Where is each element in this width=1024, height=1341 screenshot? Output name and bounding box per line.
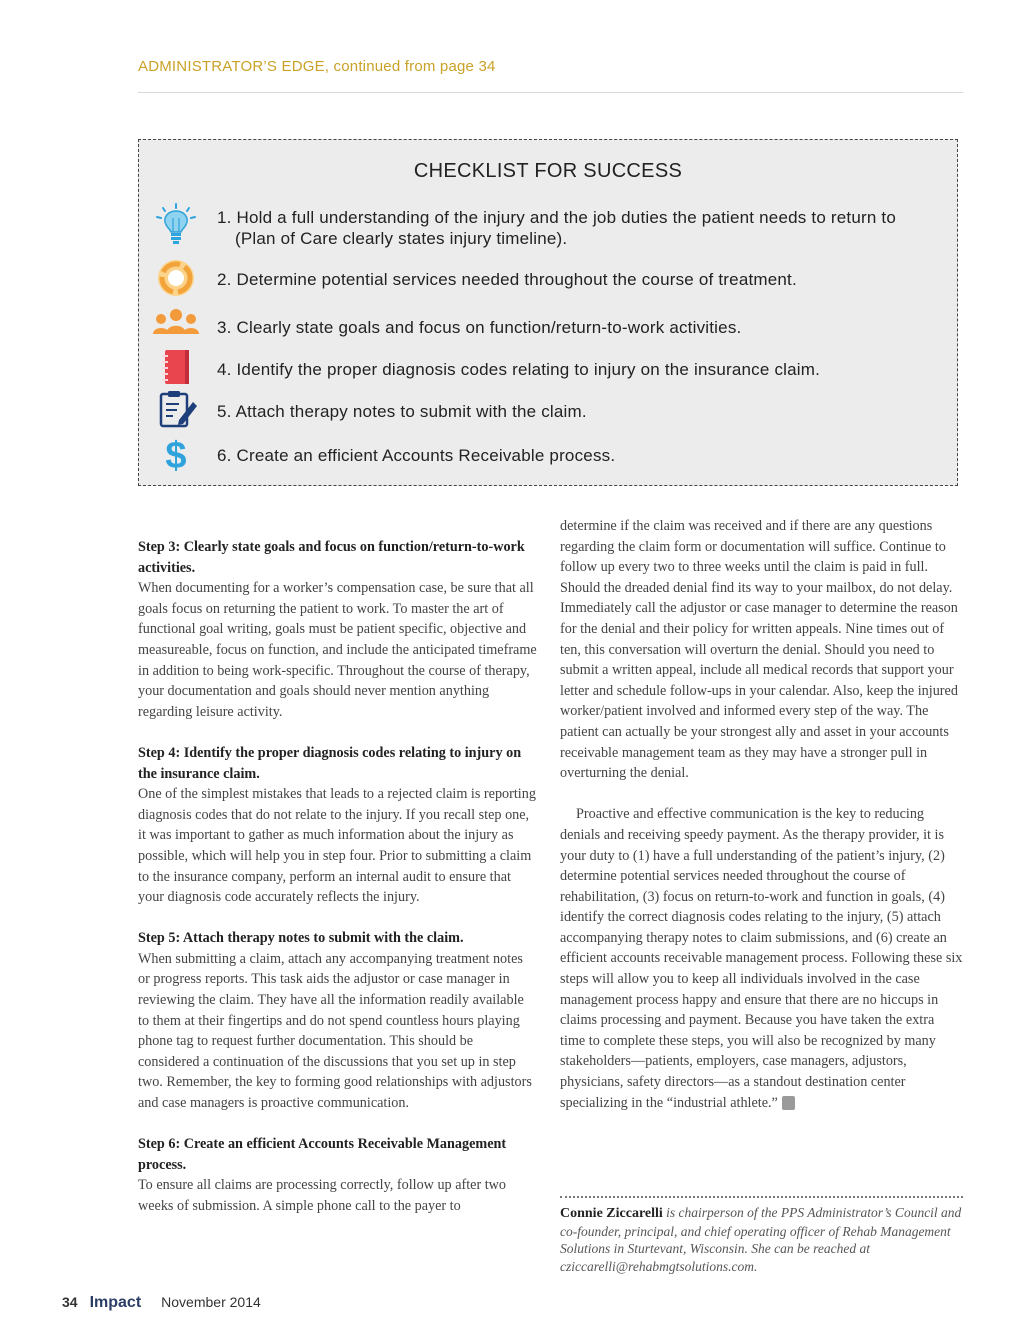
page-number: 34 [62,1294,78,1310]
checklist-box [138,139,958,486]
checklist-item [151,346,945,390]
running-header [138,58,963,93]
left-column [138,537,538,1217]
author-name: Connie Ziccarelli [560,1206,663,1221]
document-edit-icon [151,388,201,432]
step6-body: To ensure all claims are processing correctly, follow up after two weeks of submission. A simple phone call to the payer to [138,1177,507,1214]
running-header-text: ADMINISTRATOR’S EDGE, continued from page 34 [138,58,496,75]
paragraph: determine if the claim was received and if there are any questions regarding the claim form or documentation will suffice. Continue to follow up every two to three weeks until the claim is paid in full. Should the dreaded denial find its way to your mailbox, do not delay. Immediately call the adjustor or case manager to determine the reason for the denial and their policy for written appeals. Nine times out of ten, this conversation will overturn the denial. Should you need to submit a written appeal, include all medical records that support your letter and schedule follow-ups in your calendar. Also, keep the injured worker/patient involved and informed every step of the way. The patient can actually be your strongest ally and asset in your accounts receivable management team as they may have a stronger pull in overturning the denial. [560,518,958,782]
step4-body: One of the simplest mistakes that leads to a rejected claim is reporting diagnosis codes that do not relate to the injury. If you recall step one, it was important to gather as much information about the injury as possible, which will help you in step four. Prior to submitting a claim to the insurance company, perform an internal audit to ensure that your diagnosis code accurately reflects the injury. [138,786,536,906]
step3-body: When documenting for a worker’s compensation case, be sure that all goals focus on returning the patient to work. To master the art of functional goal writing, goals must be patient specific, objective and measureable, focus on function, and include the anticipated timeframe in addition to being work-specific. Throughout the course of therapy, your documentation and goals should never mention anything regarding leisure activity. [138,580,537,720]
step5-heading: Step 5: Attach therapy notes to submit with the claim. [138,930,464,947]
paragraph: Proactive and effective communication is the key to reducing denials and receiving speedy payment. As the therapy provider, it is your duty to (1) have a full understanding of the patient’s injury, (2) determine potential services needed throughout the course of rehabilitation, (3) focus on return-to-work and function in goals, (4) identify the correct diagnosis codes relating to the injury, (5) attach accompanying therapy notes to claim submissions, and (6) create an efficient accounts receivable management process. Following these six steps will allow you to keep all individuals involved in the case management process happy and ensure that there are no hiccups in claims processing and payment. Because you have taken the extra time to complete these steps, you will also be recognized by many stakeholders—patients, employers, case managers, adjustors, physicians, safety directors—as a standout destination center specializing in the “industrial athlete.” I [560,806,963,1111]
team-icon [151,304,201,348]
end-of-article-icon: I [782,1096,795,1110]
right-column [560,516,963,1113]
author-bio-text: is chairperson of the PPS Administrator’s Council and co-founder, principal, and chief operating officer of Rehab Management Solutions in Sturtevant, Wisconsin. She can be reached at cziccarelli@rehabmgtsolutions.com. [560,1205,962,1274]
cycle-icon [151,256,201,300]
step5-body: When submitting a claim, attach any accompanying treatment notes or progress reports. This task aids the adjustor or case manager in reviewing the claim. They have all the information readily available to them at their fingertips and do not spend countless hours playing phone tag to request further documentation. This should be considered a continuation of the discussions that you set up in step two. Remember, the key to forming good relationships with adjustors and case managers is proactive communication. [138,950,532,1112]
checklist-item-text: 1. Hold a full understanding of the injury and the job duties the patient needs to return to (Plan of Care clearly states injury timeline). [217,208,897,248]
checklist-title: CHECKLIST FOR SUCCESS [413,160,683,182]
dollar-icon [151,432,201,476]
page-footer [62,1294,261,1316]
checklist-item [151,304,945,344]
checklist-item-text: 4. Identify the proper diagnosis codes relating to injury on the insurance claim. [217,360,821,379]
checklist-item-text: 6. Create an efficient Accounts Receivable process. [217,446,616,465]
checklist-item [151,432,945,476]
author-bio [560,1196,963,1275]
checklist-item [151,256,945,300]
notebook-icon [151,346,201,390]
step4-heading: Step 4: Identify the proper diagnosis codes relating to injury on the insurance claim. [138,744,522,782]
step6-heading: Step 6: Create an efficient Accounts Receivable Management process. [138,1136,507,1173]
checklist-item [151,388,945,432]
checklist-item-text: 5. Attach therapy notes to submit with the claim. [217,402,587,421]
publication-name: Impact [89,1294,142,1311]
issue-date: November 2014 [161,1294,261,1310]
checklist-item-text: 2. Determine potential services needed throughout the course of treatment. [217,270,797,289]
lightbulb-icon [151,202,201,246]
checklist-item [151,200,945,250]
checklist-item-text: 3. Clearly state goals and focus on function/return-to-work activities. [217,318,742,337]
svg-text:$: $ [165,435,187,476]
step3-heading: Step 3: Clearly state goals and focus on function/return-to-work activities. [138,539,525,576]
